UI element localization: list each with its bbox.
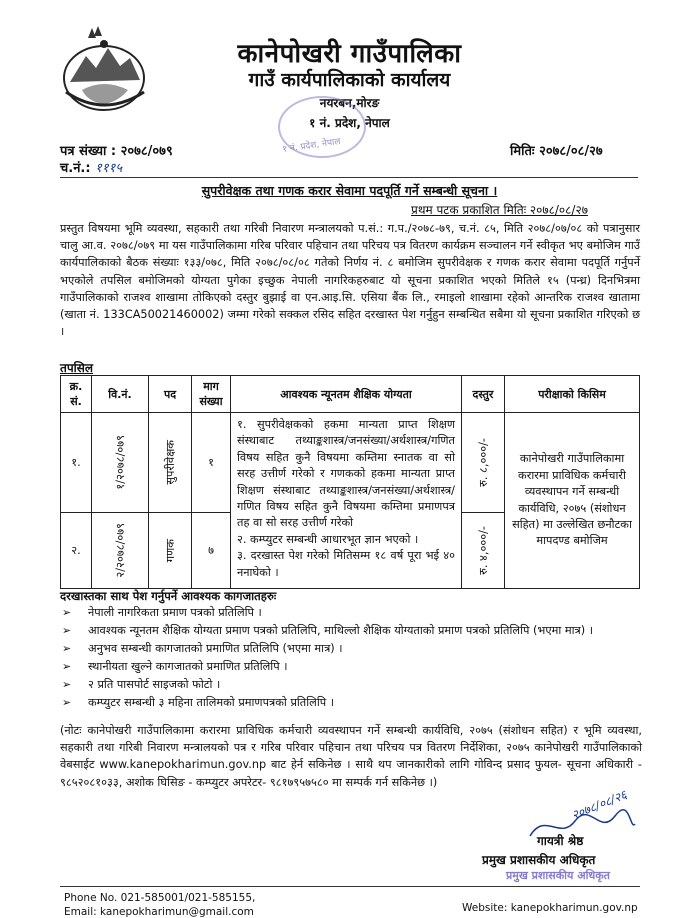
footer-email: Email: kanepokharimun@gmail.com (64, 906, 254, 918)
qualification-3: ३. दरखास्त पेश गरेको मितिसम्म १८ वर्ष पूरा भई ४० ननाघेको । (237, 549, 455, 579)
office-name: गाउँ कार्यपालिकाको कार्यालय (248, 69, 451, 91)
post-text: सुपरीवेक्षक (163, 440, 177, 485)
cell-sn: २. (61, 513, 92, 589)
arrow-bullet-icon: ➢ (62, 695, 72, 709)
col-header-exam: परीक्षाको किसिम (505, 376, 640, 413)
office-stamp-text: १ नं. प्रदेश, नेपाल (281, 136, 342, 156)
list-item (60, 605, 645, 621)
list-item-text: कम्प्युटर सम्बन्धी ३ महिना तालिमको प्रमाणपत्रको प्रतिलिपि । (88, 695, 335, 709)
letter-date: मितिः २०७८/०८/२७ (510, 144, 603, 159)
arrow-bullet-icon: ➢ (62, 606, 72, 619)
cell-post (149, 413, 192, 513)
cell-adv-no (92, 413, 149, 513)
signatory-stamp-text: प्रमुख प्रशासकीय अधिकृत (506, 869, 610, 882)
cell-post (149, 513, 192, 589)
cell-fee (462, 413, 505, 513)
list-item-text: नेपाली नागरिकता प्रमाण पत्रको प्रतिलिपि । (88, 606, 262, 619)
dispatch-value: १११५ (95, 161, 123, 176)
footer-divider (60, 886, 640, 887)
arrow-bullet-icon: ➢ (62, 641, 72, 655)
col-header-fee: दस्तुर (462, 376, 505, 413)
adv-no-text: २/२०७८/०७९ (113, 523, 127, 578)
cell-exam-type: कानेपोखरी गाउँपालिकामा करारमा प्राविधिक कर्मचारी व्यवस्थापन गर्ने सम्बन्धी कार्यविधि, २०७५ (संशोधन सहित) मा उल्लेखित छनौटका मापदण्ड बमोजिम (505, 413, 640, 589)
office-address: नयरबन,मोरङ (319, 96, 380, 110)
organization-name: कानेपोखरी गाउँपालिका (237, 39, 462, 69)
qualification-1: १. सुपरीवेक्षकको हकमा मान्यता प्राप्त शिक्षण संस्थाबाट तथ्याङ्कशास्त्र/जनसंख्या/अर्थशास्त्र/गणित विषय सहित कुनै विषयमा कम्तिमा स्नातक वा सो सरह उत्तीर्ण गरेको र गणकको हकमा मान्यता प्राप्त शिक्षण संस्थाबाट तथ्याङ्कशास्त्र/जनसंख्या/अर्थशास्त्र/गणित विषय सहित कुनै विषयमा कम्तिमा प्रमाणपत्र तह वा सो सरह उत्तीर्ण गरेको (237, 418, 455, 530)
list-item (60, 677, 645, 693)
cell-sn: १. (61, 413, 92, 513)
list-item-text: आवश्यक न्यूनतम शैक्षिक योग्यता प्रमाण पत्रको प्रतिलिपि, माथिल्लो शैक्षिक योग्यताको प्रमाण पत्रको प्रतिलिपि (भएमा मात्र) । (88, 623, 594, 637)
post-text: गणक (163, 538, 177, 563)
list-item-text: अनुभव सम्बन्धी कागजातको प्रमाणित प्रतिलिपि (भएमा मात्र) । (88, 641, 343, 655)
arrow-bullet-icon: ➢ (62, 623, 72, 637)
list-item (60, 695, 645, 711)
list-item-text: स्थानीयता खुल्ने कागजातको प्रमाणित प्रतिलिपि । (88, 659, 288, 673)
fee-text: रु. ४,०००/- (476, 526, 490, 575)
cell-count: १ (192, 413, 231, 513)
col-header-post: पद (149, 376, 192, 413)
list-item (60, 659, 645, 675)
annex-label: तपसिल (60, 361, 94, 375)
documents-heading: दरखास्तका साथ पेश गर्नुपर्ने आवश्यक कागजातहरुः (60, 589, 277, 603)
cell-qualification (231, 413, 462, 589)
list-item (60, 623, 645, 639)
reference-number: पत्र संख्या : २०७८/०७९ (60, 144, 173, 159)
table-header-row (61, 376, 640, 413)
footer-website: Website: kanepokharimun.gov.np (462, 902, 638, 914)
documents-list (60, 605, 645, 712)
arrow-bullet-icon: ➢ (62, 677, 72, 691)
qualification-2: २. कम्प्युटर सम्बन्धी आधारभूत ज्ञान भएको । (237, 532, 419, 546)
arrow-bullet-icon: ➢ (62, 659, 72, 673)
col-header-count: माग संख्या (192, 376, 231, 413)
list-item-text: २ प्रति पासपोर्ट साइजको फोटो । (88, 677, 221, 691)
first-published-date: प्रथम पटक प्रकाशित मितिः २०७८/०८/२७ (411, 203, 588, 217)
notice-body: प्रस्तुत विषयमा भूमि व्यवस्था, सहकारी तथा गरिबी निवारण मन्त्रालयको प.सं.: ग.प./२०७८-७९, च.नं. ८५, मिति २०७८/०७/०८ को पत्रानुसार चालु आ.व. २०७८/०७९ मा यस गाउँपालिकामा गरिब परिवार पहिचान तथा परिचय पत्र वितरण कार्यक्रम सञ्चालन गर्ने स्वीकृत भए बमोजिम गाउँ कार्यपालिकाको बैठक संख्याः १३३/०७८, मिति २०७८/०८/०८ गतेको निर्णय नं. ८ बमोजिम सुपरीवेक्षक र गणक करार सेवामा पदपूर्ति गर्नुपर्ने भएकोले तपसिल बमोजिमको योग्यता पुगेका इच्छुक नेपाली नागरिकहरुबाट यो सूचना प्रकाशित भएको मितिले १५ (पन्ध्र) दिनभित्रमा गाउँपालिकाको राजश्व शाखामा तोकिएको दस्तुर बुझाई वा एन.आइ.सि. एसिया बैंक लि., रमाइलो शाखामा रहेको आन्तरिक राजश्व खातामा (खाता नं. 133CA50021460002) जम्मा गरेको सक्कल रसिद सहित दरखास्त पेश गर्नुहुन सम्बन्धित सबैमा यो सूचना प्रकाशित गरिएको छ । (60, 222, 640, 339)
col-header-sn: क्र. सं. (61, 376, 92, 413)
signatory-title: प्रमुख प्रशासकीय अधिकृत (482, 853, 596, 867)
header-divider (60, 177, 638, 178)
signature-date-handwritten: २०७८/०८/२६ (569, 787, 629, 823)
signatory-name: गायत्री श्रेष्ठ (537, 834, 584, 848)
cell-count: ७ (192, 513, 231, 589)
subject-line: सुपरीवेक्षक तथा गणक करार सेवामा पदपूर्ति गर्ने सम्बन्धी सूचना । (201, 183, 498, 198)
office-province: १ नं. प्रदेश, नेपाल (309, 116, 390, 130)
dispatch-number (60, 158, 122, 176)
dispatch-label: च.नं.: (60, 161, 91, 176)
table-row (61, 413, 640, 513)
cell-fee (462, 513, 505, 589)
cell-adv-no (92, 513, 149, 589)
col-header-adv-no: वि.नं. (92, 376, 149, 413)
vacancy-table (60, 375, 640, 589)
note-paragraph: (नोटः कानेपोखरी गाउँपालिकामा करारमा प्राविधिक कर्मचारी व्यवस्थापन गर्ने सम्बन्धी कार्यविधि, २०७५ (संशोधन सहित) र भूमि व्यवस्था, सहकारी तथा गरिबी निवारण मन्त्रालयको पत्र र गरिब परिवार पहिचान तथा परिचय पत्र वितरण निर्देशिका, २०७५ कानेपोखरी गाउँपालिकाको वेबसाईट www.kanepokharimun.gov.np बाट हेर्न सकिनेछ । साथै थप जानकारीको लागि गोविन्द प्रसाद फुयल- सूचना अधिकारी - ९८५२०८१०३३, अशोक घिसिङ - कम्प्युटर अपरेटर- ९८१७९५७५८० मा सम्पर्क गर्न सकिनेछ ।) (60, 724, 642, 789)
footer-phone: Phone No. 021-585001/021-585155, (64, 892, 256, 904)
adv-no-text: १/२०७८/०७९ (113, 435, 127, 490)
list-item (60, 641, 645, 657)
col-header-qualification: आवश्यक न्यूनतम शैक्षिक योग्यता (231, 376, 462, 413)
fee-text: रु. ८,०००/- (476, 438, 490, 487)
